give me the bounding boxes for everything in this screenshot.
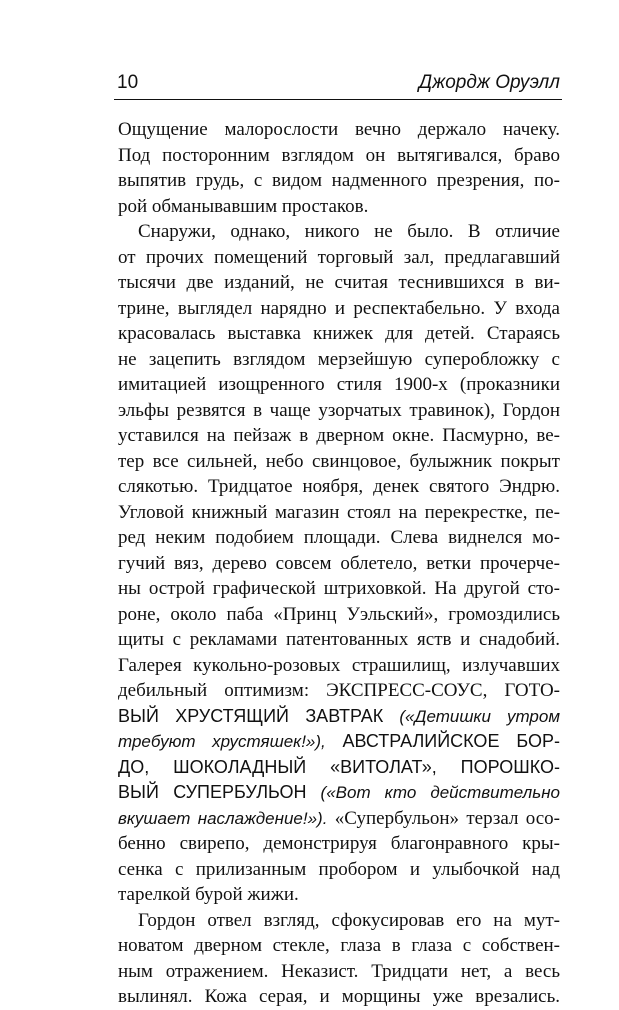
ad-slogan: вкушает наслаждение!»). <box>118 808 328 828</box>
ad-name: АВСТРАЛИЙСКОЕ БОР- <box>342 731 560 751</box>
text-line: выпятив грудь, с видом надменного презрения, по- <box>118 170 560 191</box>
text-line: тер все сильней, небо свинцовое, булыжник покрыт <box>118 450 560 472</box>
text-line: Галерея кукольно-розовых страшилищ, излучавших <box>118 654 560 676</box>
text-line-mixed <box>118 729 560 755</box>
text-line-mixed <box>118 704 560 730</box>
text-line-mixed <box>118 806 560 832</box>
page-header <box>117 70 560 96</box>
text-line: бенно свирепо, демонстрируя благонравного кры- <box>118 833 560 854</box>
text-line: красовалась выставка книжек для детей. Стараясь <box>118 323 560 344</box>
body-text <box>118 117 560 1010</box>
text-line: уставился на пейзаж в дверном окне. Пасмурно, ве- <box>118 425 560 446</box>
text-line: гучий вяз, дерево совсем облетело, ветки прочерче- <box>118 552 560 574</box>
text-line: Под посторонним взглядом он вытягивался, браво <box>118 144 560 166</box>
text-line: тысячи две изданий, не считая теснившихся в ви- <box>118 272 560 293</box>
page-number: 10 <box>117 72 139 93</box>
text-line: ны острой графической штриховкой. На другой сто- <box>118 578 560 599</box>
running-head-author: Джордж Оруэлл <box>418 72 560 93</box>
text-line: слякотью. Тридцатое ноября, денек святого Эндрю. <box>118 476 560 497</box>
text-line: тарелкой бурой жижи. <box>118 884 299 905</box>
text-line: роне, около паба «Принц Уэльский», громоздились <box>118 603 560 625</box>
text-line: новатом дверном стекле, глаза в глаза с собствен- <box>118 935 560 956</box>
text-line: не зацепить взглядом мерзейшую суперобложку с <box>118 348 560 370</box>
text-line: ДО, ШОКОЛАДНЫЙ «ВИТОЛАТ», ПОРОШКО- <box>118 756 560 777</box>
ad-slogan: («Вот кто действительно <box>320 783 561 802</box>
text-line: от прочих помещений торговый зал, предлагавший <box>118 246 560 268</box>
text-line: ным отражением. Неказист. Тридцати нет, а весь <box>118 960 560 982</box>
text-line: Ощущение малорослости вечно держало начеку. <box>118 119 560 140</box>
ad-name: ВЫЙ ХРУСТЯЩИЙ ЗАВТРАК <box>118 705 384 726</box>
ad-name: ВЫЙ СУПЕРБУЛЬОН <box>118 782 307 802</box>
text-line: имитацией изощренного стиля 1900-х (проказники <box>118 374 560 395</box>
text-line: сенка с прилизанным пробором и улыбочкой над <box>118 858 560 880</box>
text-line: щиты с рекламами патентованных яств и снадобий. <box>118 629 560 650</box>
text-line: ред неким подобием площади. Слева виднелся мо- <box>118 527 560 548</box>
text-line: Снаружи, однако, никого не было. В отличие <box>138 221 560 242</box>
ad-slogan: требуют хрустяшек!»), <box>118 732 326 751</box>
text-line: эльфы резвятся в чаще узорчатых травинок), Гордон <box>118 399 560 421</box>
header-rule <box>114 99 562 100</box>
text-line: Гордон отвел взгляд, сфокусировав его на мут- <box>138 909 560 931</box>
text-fragment: «Супербульон» терзал осо- <box>334 807 561 829</box>
text-line: рой обманывавшим простаков. <box>118 195 369 217</box>
text-line: трине, выглядел нарядно и респектабельно. У входа <box>118 297 560 319</box>
text-line: дебильный оптимизм: ЭКСПРЕСС-СОУС, ГОТО- <box>118 680 560 701</box>
text-line: Угловой книжный магазин стоял на перекрестке, пе- <box>118 501 560 523</box>
text-line-mixed <box>118 780 560 806</box>
ad-slogan: («Детишки утром <box>399 706 560 726</box>
text-line: вылинял. Кожа серая, и морщины уже врезались. <box>118 986 560 1007</box>
